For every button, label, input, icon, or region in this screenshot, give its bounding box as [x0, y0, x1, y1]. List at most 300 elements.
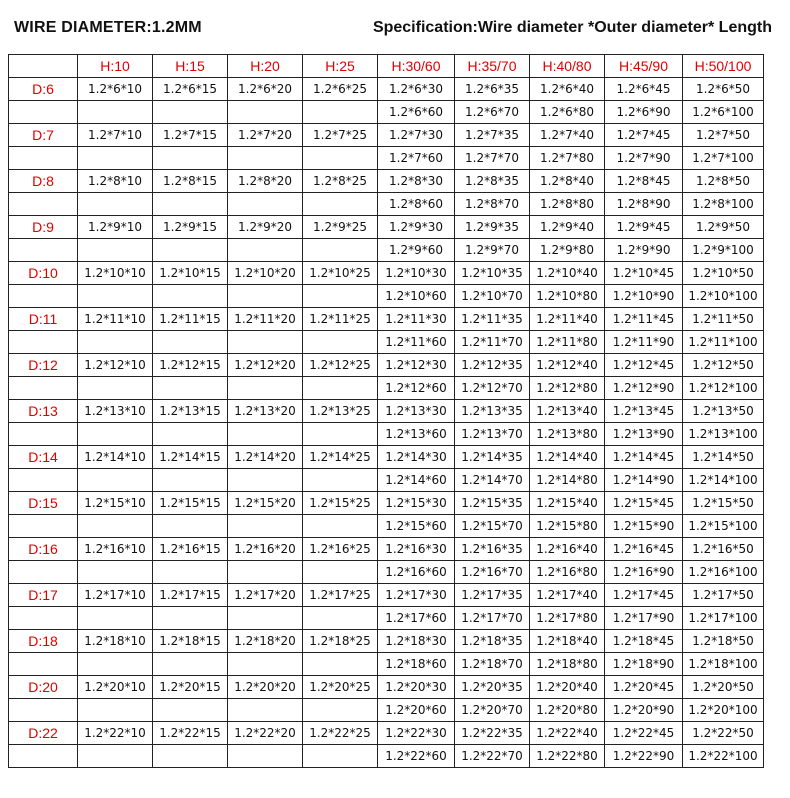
column-header: H:30/60: [378, 55, 455, 78]
table-row: [9, 170, 764, 193]
table-cell: 1.2*12*70: [455, 377, 530, 400]
table-cell: 1.2*6*15: [153, 78, 228, 101]
table-cell: 1.2*9*25: [303, 216, 378, 239]
diameter-label: D:17: [9, 584, 78, 607]
table-cell: 1.2*20*100: [683, 699, 764, 722]
table-cell: 1.2*18*30: [378, 630, 455, 653]
empty-cell: [153, 239, 228, 262]
table-cell: 1.2*8*80: [530, 193, 605, 216]
column-header: H:45/90: [605, 55, 683, 78]
empty-cell: [9, 193, 78, 216]
table-row: [9, 423, 764, 446]
empty-cell: [9, 147, 78, 170]
table-cell: 1.2*14*25: [303, 446, 378, 469]
table-cell: 1.2*7*70: [455, 147, 530, 170]
table-cell: 1.2*7*40: [530, 124, 605, 147]
empty-cell: [9, 331, 78, 354]
table-row: [9, 676, 764, 699]
table-cell: 1.2*6*10: [78, 78, 153, 101]
table-row: [9, 124, 764, 147]
table-cell: 1.2*9*50: [683, 216, 764, 239]
empty-cell: [228, 469, 303, 492]
empty-cell: [153, 699, 228, 722]
empty-cell: [9, 101, 78, 124]
empty-cell: [228, 653, 303, 676]
table-row: [9, 653, 764, 676]
table-cell: 1.2*11*45: [605, 308, 683, 331]
empty-cell: [228, 607, 303, 630]
column-header: H:25: [303, 55, 378, 78]
empty-cell: [78, 469, 153, 492]
diameter-label: D:8: [9, 170, 78, 193]
empty-cell: [78, 285, 153, 308]
table-row: [9, 262, 764, 285]
table-cell: 1.2*10*70: [455, 285, 530, 308]
table-cell: 1.2*17*60: [378, 607, 455, 630]
diameter-label: D:11: [9, 308, 78, 331]
table-cell: 1.2*15*25: [303, 492, 378, 515]
empty-cell: [78, 423, 153, 446]
table-cell: 1.2*13*20: [228, 400, 303, 423]
table-cell: 1.2*12*10: [78, 354, 153, 377]
diameter-label: D:15: [9, 492, 78, 515]
table-row: [9, 216, 764, 239]
empty-cell: [228, 331, 303, 354]
table-cell: 1.2*8*45: [605, 170, 683, 193]
table-cell: 1.2*17*30: [378, 584, 455, 607]
table-cell: 1.2*13*40: [530, 400, 605, 423]
table-cell: 1.2*8*25: [303, 170, 378, 193]
table-cell: 1.2*13*80: [530, 423, 605, 446]
table-cell: 1.2*11*30: [378, 308, 455, 331]
table-cell: 1.2*6*35: [455, 78, 530, 101]
table-cell: 1.2*10*100: [683, 285, 764, 308]
empty-cell: [153, 193, 228, 216]
empty-cell: [78, 745, 153, 768]
table-cell: 1.2*17*15: [153, 584, 228, 607]
table-cell: 1.2*7*35: [455, 124, 530, 147]
table-cell: 1.2*20*50: [683, 676, 764, 699]
table-cell: 1.2*8*90: [605, 193, 683, 216]
table-cell: 1.2*17*70: [455, 607, 530, 630]
empty-cell: [78, 377, 153, 400]
table-row: [9, 308, 764, 331]
empty-cell: [78, 239, 153, 262]
empty-cell: [9, 607, 78, 630]
empty-cell: [153, 515, 228, 538]
empty-cell: [228, 193, 303, 216]
table-cell: 1.2*6*25: [303, 78, 378, 101]
table-cell: 1.2*22*70: [455, 745, 530, 768]
diameter-label: D:20: [9, 676, 78, 699]
table-cell: 1.2*17*10: [78, 584, 153, 607]
table-cell: 1.2*10*80: [530, 285, 605, 308]
header: [0, 0, 790, 50]
table-cell: 1.2*8*15: [153, 170, 228, 193]
corner-cell: [9, 55, 78, 78]
table-cell: 1.2*12*15: [153, 354, 228, 377]
empty-cell: [78, 653, 153, 676]
column-header: H:40/80: [530, 55, 605, 78]
table-row: [9, 561, 764, 584]
table-cell: 1.2*14*70: [455, 469, 530, 492]
table-cell: 1.2*8*40: [530, 170, 605, 193]
table-cell: 1.2*9*30: [378, 216, 455, 239]
table-cell: 1.2*22*30: [378, 722, 455, 745]
table-cell: 1.2*14*100: [683, 469, 764, 492]
empty-cell: [153, 745, 228, 768]
table-cell: 1.2*22*35: [455, 722, 530, 745]
table-row: [9, 492, 764, 515]
table-cell: 1.2*14*35: [455, 446, 530, 469]
table-cell: 1.2*12*30: [378, 354, 455, 377]
table-cell: 1.2*8*60: [378, 193, 455, 216]
table-cell: 1.2*7*90: [605, 147, 683, 170]
empty-cell: [228, 699, 303, 722]
table-row: [9, 607, 764, 630]
table-cell: 1.2*12*35: [455, 354, 530, 377]
empty-cell: [228, 515, 303, 538]
table-cell: 1.2*9*10: [78, 216, 153, 239]
table-cell: 1.2*18*20: [228, 630, 303, 653]
table-cell: 1.2*13*45: [605, 400, 683, 423]
empty-cell: [303, 285, 378, 308]
empty-cell: [303, 377, 378, 400]
table-cell: 1.2*16*80: [530, 561, 605, 584]
table-cell: 1.2*10*60: [378, 285, 455, 308]
table-cell: 1.2*16*45: [605, 538, 683, 561]
empty-cell: [228, 285, 303, 308]
table-cell: 1.2*8*20: [228, 170, 303, 193]
diameter-label: D:7: [9, 124, 78, 147]
table-cell: 1.2*18*70: [455, 653, 530, 676]
table-cell: 1.2*14*60: [378, 469, 455, 492]
spec-table: [8, 54, 764, 768]
table-row: [9, 354, 764, 377]
table-cell: 1.2*16*90: [605, 561, 683, 584]
table-cell: 1.2*9*70: [455, 239, 530, 262]
table-cell: 1.2*6*30: [378, 78, 455, 101]
table-cell: 1.2*18*100: [683, 653, 764, 676]
table-cell: 1.2*12*20: [228, 354, 303, 377]
table-cell: 1.2*18*35: [455, 630, 530, 653]
table-cell: 1.2*10*45: [605, 262, 683, 285]
table-cell: 1.2*7*25: [303, 124, 378, 147]
empty-cell: [153, 653, 228, 676]
empty-cell: [228, 377, 303, 400]
table-cell: 1.2*9*80: [530, 239, 605, 262]
table-cell: 1.2*7*45: [605, 124, 683, 147]
table-cell: 1.2*7*100: [683, 147, 764, 170]
empty-cell: [228, 561, 303, 584]
table-cell: 1.2*18*45: [605, 630, 683, 653]
table-cell: 1.2*9*15: [153, 216, 228, 239]
empty-cell: [303, 101, 378, 124]
table-cell: 1.2*17*90: [605, 607, 683, 630]
table-cell: 1.2*16*60: [378, 561, 455, 584]
table-cell: 1.2*11*90: [605, 331, 683, 354]
table-cell: 1.2*16*30: [378, 538, 455, 561]
diameter-label: D:16: [9, 538, 78, 561]
empty-cell: [303, 653, 378, 676]
table-cell: 1.2*11*50: [683, 308, 764, 331]
table-row: [9, 722, 764, 745]
empty-cell: [9, 285, 78, 308]
table-cell: 1.2*12*80: [530, 377, 605, 400]
table-row: [9, 584, 764, 607]
table-cell: 1.2*7*80: [530, 147, 605, 170]
table-cell: 1.2*11*40: [530, 308, 605, 331]
table-cell: 1.2*15*100: [683, 515, 764, 538]
table-cell: 1.2*8*35: [455, 170, 530, 193]
table-cell: 1.2*6*100: [683, 101, 764, 124]
table-cell: 1.2*10*25: [303, 262, 378, 285]
empty-cell: [303, 699, 378, 722]
table-cell: 1.2*14*50: [683, 446, 764, 469]
table-cell: 1.2*7*30: [378, 124, 455, 147]
table-cell: 1.2*16*70: [455, 561, 530, 584]
diameter-label: D:14: [9, 446, 78, 469]
table-cell: 1.2*15*40: [530, 492, 605, 515]
table-cell: 1.2*13*35: [455, 400, 530, 423]
table-cell: 1.2*13*70: [455, 423, 530, 446]
empty-cell: [303, 515, 378, 538]
table-cell: 1.2*8*100: [683, 193, 764, 216]
table-cell: 1.2*11*10: [78, 308, 153, 331]
empty-cell: [303, 469, 378, 492]
table-cell: 1.2*14*40: [530, 446, 605, 469]
table-cell: 1.2*16*100: [683, 561, 764, 584]
diameter-label: D:22: [9, 722, 78, 745]
table-cell: 1.2*13*90: [605, 423, 683, 446]
column-header: H:20: [228, 55, 303, 78]
table-cell: 1.2*6*40: [530, 78, 605, 101]
table-cell: 1.2*13*100: [683, 423, 764, 446]
table-cell: 1.2*12*45: [605, 354, 683, 377]
table-cell: 1.2*15*35: [455, 492, 530, 515]
table-cell: 1.2*12*40: [530, 354, 605, 377]
table-cell: 1.2*18*80: [530, 653, 605, 676]
table-cell: 1.2*18*90: [605, 653, 683, 676]
table-row: [9, 377, 764, 400]
table-cell: 1.2*20*45: [605, 676, 683, 699]
table-cell: 1.2*8*70: [455, 193, 530, 216]
table-cell: 1.2*8*10: [78, 170, 153, 193]
table-cell: 1.2*11*35: [455, 308, 530, 331]
empty-cell: [153, 561, 228, 584]
empty-cell: [228, 423, 303, 446]
table-cell: 1.2*20*10: [78, 676, 153, 699]
table-cell: 1.2*7*15: [153, 124, 228, 147]
table-row: [9, 538, 764, 561]
empty-cell: [78, 101, 153, 124]
empty-cell: [153, 469, 228, 492]
table-cell: 1.2*20*90: [605, 699, 683, 722]
header-row: [9, 55, 764, 78]
page-title: WIRE DIAMETER:1.2MM: [14, 19, 202, 36]
empty-cell: [303, 423, 378, 446]
table-cell: 1.2*11*20: [228, 308, 303, 331]
table-cell: 1.2*15*15: [153, 492, 228, 515]
table-cell: 1.2*17*50: [683, 584, 764, 607]
table-cell: 1.2*15*80: [530, 515, 605, 538]
table-cell: 1.2*16*10: [78, 538, 153, 561]
empty-cell: [228, 239, 303, 262]
table-cell: 1.2*11*70: [455, 331, 530, 354]
table-cell: 1.2*22*45: [605, 722, 683, 745]
table-cell: 1.2*8*50: [683, 170, 764, 193]
empty-cell: [153, 147, 228, 170]
table-cell: 1.2*18*10: [78, 630, 153, 653]
diameter-label: D:13: [9, 400, 78, 423]
empty-cell: [9, 423, 78, 446]
table-cell: 1.2*17*25: [303, 584, 378, 607]
table-cell: 1.2*9*100: [683, 239, 764, 262]
table-cell: 1.2*14*45: [605, 446, 683, 469]
empty-cell: [153, 331, 228, 354]
table-cell: 1.2*15*45: [605, 492, 683, 515]
table-cell: 1.2*16*50: [683, 538, 764, 561]
column-header: H:15: [153, 55, 228, 78]
table-cell: 1.2*22*40: [530, 722, 605, 745]
table-cell: 1.2*22*50: [683, 722, 764, 745]
table-row: [9, 515, 764, 538]
table-row: [9, 630, 764, 653]
empty-cell: [303, 745, 378, 768]
table-cell: 1.2*12*50: [683, 354, 764, 377]
table-cell: 1.2*10*20: [228, 262, 303, 285]
table-cell: 1.2*22*90: [605, 745, 683, 768]
table-cell: 1.2*10*40: [530, 262, 605, 285]
empty-cell: [303, 331, 378, 354]
empty-cell: [228, 147, 303, 170]
diameter-label: D:9: [9, 216, 78, 239]
empty-cell: [78, 699, 153, 722]
empty-cell: [153, 607, 228, 630]
table-cell: 1.2*18*40: [530, 630, 605, 653]
table-cell: 1.2*22*15: [153, 722, 228, 745]
table-row: [9, 446, 764, 469]
table-row: [9, 699, 764, 722]
table-cell: 1.2*14*20: [228, 446, 303, 469]
empty-cell: [78, 607, 153, 630]
column-header: H:10: [78, 55, 153, 78]
table-cell: 1.2*8*30: [378, 170, 455, 193]
table-cell: 1.2*16*40: [530, 538, 605, 561]
table-cell: 1.2*15*70: [455, 515, 530, 538]
table-cell: 1.2*20*15: [153, 676, 228, 699]
table-cell: 1.2*20*80: [530, 699, 605, 722]
table-cell: 1.2*9*60: [378, 239, 455, 262]
empty-cell: [153, 101, 228, 124]
table-row: [9, 285, 764, 308]
empty-cell: [78, 193, 153, 216]
table-cell: 1.2*13*60: [378, 423, 455, 446]
table-cell: 1.2*16*35: [455, 538, 530, 561]
table-cell: 1.2*10*15: [153, 262, 228, 285]
empty-cell: [78, 147, 153, 170]
empty-cell: [9, 653, 78, 676]
empty-cell: [303, 147, 378, 170]
empty-cell: [78, 515, 153, 538]
specification-note: Specification:Wire diameter *Outer diameter* Length: [372, 19, 772, 36]
column-header: H:35/70: [455, 55, 530, 78]
table-cell: 1.2*9*90: [605, 239, 683, 262]
table-row: [9, 745, 764, 768]
table-cell: 1.2*6*45: [605, 78, 683, 101]
table-cell: 1.2*14*15: [153, 446, 228, 469]
table-cell: 1.2*9*20: [228, 216, 303, 239]
empty-cell: [9, 699, 78, 722]
table-cell: 1.2*20*35: [455, 676, 530, 699]
table-row: [9, 469, 764, 492]
table-row: [9, 78, 764, 101]
empty-cell: [303, 607, 378, 630]
table-cell: 1.2*18*60: [378, 653, 455, 676]
table-row: [9, 400, 764, 423]
empty-cell: [9, 239, 78, 262]
table-cell: 1.2*6*80: [530, 101, 605, 124]
table-row: [9, 101, 764, 124]
table-row: [9, 147, 764, 170]
table-cell: 1.2*10*50: [683, 262, 764, 285]
table-cell: 1.2*13*10: [78, 400, 153, 423]
table-cell: 1.2*20*30: [378, 676, 455, 699]
table-cell: 1.2*14*10: [78, 446, 153, 469]
table-cell: 1.2*7*10: [78, 124, 153, 147]
empty-cell: [78, 331, 153, 354]
table-row: [9, 193, 764, 216]
table-cell: 1.2*22*20: [228, 722, 303, 745]
table-cell: 1.2*6*60: [378, 101, 455, 124]
table-cell: 1.2*9*40: [530, 216, 605, 239]
table-cell: 1.2*10*10: [78, 262, 153, 285]
empty-cell: [303, 561, 378, 584]
table-cell: 1.2*11*15: [153, 308, 228, 331]
table-cell: 1.2*20*25: [303, 676, 378, 699]
table-cell: 1.2*16*25: [303, 538, 378, 561]
table-cell: 1.2*15*60: [378, 515, 455, 538]
table-cell: 1.2*20*60: [378, 699, 455, 722]
table-cell: 1.2*11*80: [530, 331, 605, 354]
table-cell: 1.2*14*80: [530, 469, 605, 492]
table-cell: 1.2*12*60: [378, 377, 455, 400]
empty-cell: [9, 745, 78, 768]
table-cell: 1.2*6*70: [455, 101, 530, 124]
table-cell: 1.2*17*35: [455, 584, 530, 607]
table-cell: 1.2*13*15: [153, 400, 228, 423]
table-cell: 1.2*17*80: [530, 607, 605, 630]
empty-cell: [303, 239, 378, 262]
diameter-label: D:18: [9, 630, 78, 653]
table-cell: 1.2*17*100: [683, 607, 764, 630]
table-cell: 1.2*22*25: [303, 722, 378, 745]
table-cell: 1.2*18*15: [153, 630, 228, 653]
table-cell: 1.2*15*90: [605, 515, 683, 538]
empty-cell: [153, 285, 228, 308]
table-cell: 1.2*14*30: [378, 446, 455, 469]
table-row: [9, 239, 764, 262]
table-cell: 1.2*12*90: [605, 377, 683, 400]
table-row: [9, 331, 764, 354]
table-cell: 1.2*22*80: [530, 745, 605, 768]
table-cell: 1.2*17*40: [530, 584, 605, 607]
table-cell: 1.2*22*100: [683, 745, 764, 768]
table-cell: 1.2*11*25: [303, 308, 378, 331]
column-header: H:50/100: [683, 55, 764, 78]
table-cell: 1.2*9*45: [605, 216, 683, 239]
empty-cell: [303, 193, 378, 216]
